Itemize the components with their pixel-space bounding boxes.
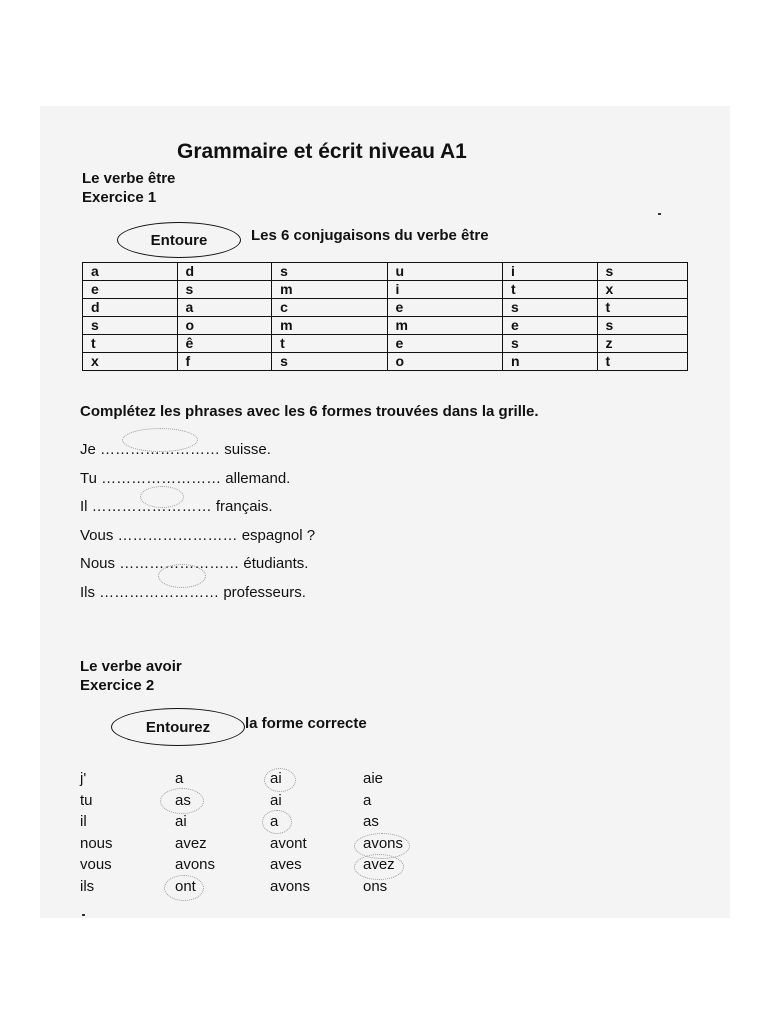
- grid-cell: s: [272, 263, 387, 281]
- grid-cell: s: [597, 317, 687, 335]
- grid-row: [83, 263, 688, 281]
- blank-field[interactable]: ……………………: [101, 470, 222, 487]
- grid-row: [83, 317, 688, 335]
- complete-instruction: Complétez les phrases avec les 6 formes trouvées dans la grille.: [80, 403, 539, 420]
- exercise1-label: Exercice 1: [82, 189, 157, 206]
- exercise2-label: Exercice 2: [80, 677, 155, 694]
- grid-cell: u: [387, 263, 502, 281]
- section2-heading: Le verbe avoir: [80, 658, 182, 675]
- grid-cell: e: [387, 299, 502, 317]
- verb-option[interactable]: avons: [270, 877, 311, 895]
- entoure-label: Entoure: [150, 231, 208, 249]
- verb-option[interactable]: ai: [175, 813, 187, 830]
- grid-cell: x: [83, 353, 178, 371]
- verb-option[interactable]: aie: [363, 770, 384, 787]
- exercise2-instruction: la forme correcte: [245, 715, 367, 732]
- section1-heading: Le verbe être: [82, 170, 176, 187]
- sentence-end: français.: [215, 498, 273, 515]
- pronoun: j': [80, 770, 87, 787]
- grid-cell: t: [503, 281, 598, 299]
- grid-cell: m: [272, 281, 387, 299]
- grid-cell: s: [83, 317, 178, 335]
- grid-cell: d: [83, 299, 178, 317]
- verb-option[interactable]: as: [363, 813, 379, 830]
- verb-option[interactable]: ont: [175, 877, 196, 895]
- grid-row: [83, 281, 688, 299]
- sentence-end: allemand.: [225, 470, 291, 487]
- verb-option[interactable]: avons: [175, 856, 216, 873]
- grid-cell: d: [177, 263, 272, 281]
- grid-cell: x: [597, 281, 687, 299]
- avoir-row: [80, 792, 443, 814]
- sentence-subject: Je: [80, 441, 96, 458]
- grid-row: [83, 299, 688, 317]
- grid-cell: t: [597, 299, 687, 317]
- grid-cell: t: [272, 335, 387, 353]
- grid-cell: f: [177, 353, 272, 371]
- letter-grid: [82, 262, 688, 371]
- grid-cell: s: [503, 335, 598, 353]
- sentence-end: espagnol ?: [241, 527, 316, 544]
- pronoun: il: [80, 813, 87, 830]
- page-title: Grammaire et écrit niveau A1: [177, 140, 467, 163]
- sentence-subject: Ils: [80, 584, 95, 601]
- grid-row: [83, 335, 688, 353]
- grid-cell: e: [503, 317, 598, 335]
- pronoun: tu: [80, 791, 93, 809]
- verb-option[interactable]: avez: [175, 834, 207, 852]
- sentence-subject: Tu: [80, 470, 97, 487]
- verb-option[interactable]: avont: [270, 834, 307, 852]
- grid-cell: s: [503, 299, 598, 317]
- grid-cell: o: [387, 353, 502, 371]
- pronoun: ils: [80, 877, 95, 895]
- grid-cell: o: [177, 317, 272, 335]
- verb-option[interactable]: aves: [270, 856, 302, 873]
- sentence-subject: Il: [80, 498, 88, 515]
- sentence-end: professeurs.: [223, 584, 306, 601]
- sentence-end: étudiants.: [243, 555, 309, 572]
- pencil-mark: [158, 564, 206, 588]
- verb-option[interactable]: avons: [363, 834, 404, 852]
- sentence-end: suisse.: [224, 441, 271, 458]
- grid-cell: t: [597, 353, 687, 371]
- grid-cell: m: [387, 317, 502, 335]
- pencil-mark: [264, 768, 296, 792]
- scan-speck: [82, 914, 85, 916]
- entourez-label: Entourez: [145, 718, 211, 736]
- avoir-row: [80, 770, 443, 792]
- entourez-oval: [111, 708, 245, 746]
- verb-option[interactable]: ai: [270, 770, 282, 787]
- pencil-mark: [122, 428, 198, 452]
- scan-speck: [658, 213, 661, 215]
- pencil-mark: [160, 788, 204, 814]
- verb-option[interactable]: ons: [363, 877, 388, 895]
- sentence-subject: Nous: [80, 555, 116, 572]
- grid-cell: s: [597, 263, 687, 281]
- pencil-mark: [164, 875, 204, 901]
- blank-field[interactable]: ……………………: [99, 584, 220, 601]
- blank-field[interactable]: ……………………: [119, 555, 240, 572]
- grid-cell: t: [83, 335, 178, 353]
- grid-cell: z: [597, 335, 687, 353]
- blank-field[interactable]: ……………………: [91, 498, 212, 515]
- grid-cell: c: [272, 299, 387, 317]
- verb-option[interactable]: ai: [270, 791, 282, 809]
- grid-cell: s: [272, 353, 387, 371]
- pronoun: vous: [80, 856, 112, 873]
- blank-field[interactable]: ……………………: [117, 527, 238, 544]
- grid-cell: s: [177, 281, 272, 299]
- grid-cell: m: [272, 317, 387, 335]
- verb-option[interactable]: a: [175, 770, 184, 787]
- grid-cell: n: [503, 353, 598, 371]
- grid-cell: e: [387, 335, 502, 353]
- verb-option[interactable]: as: [175, 791, 191, 809]
- grid-cell: a: [83, 263, 178, 281]
- sentence-subject: Vous: [80, 527, 114, 544]
- pencil-mark: [354, 854, 404, 880]
- pencil-mark: [262, 810, 292, 834]
- verb-option[interactable]: a: [363, 791, 372, 809]
- grid-cell: ê: [177, 335, 272, 353]
- sentence-line: [80, 527, 315, 544]
- grid-cell: a: [177, 299, 272, 317]
- grid-row: [83, 353, 688, 371]
- pronoun: nous: [80, 834, 113, 852]
- grid-cell: e: [83, 281, 178, 299]
- avoir-row: [80, 878, 443, 900]
- sentence-line: [80, 470, 290, 487]
- exercise1-instruction: Les 6 conjugaisons du verbe être: [251, 227, 489, 244]
- entoure-oval: [117, 222, 241, 258]
- blank-field[interactable]: ……………………: [100, 441, 221, 458]
- grid-cell: i: [503, 263, 598, 281]
- verb-option[interactable]: a: [270, 813, 279, 830]
- grid-cell: i: [387, 281, 502, 299]
- verb-option[interactable]: avez: [363, 856, 395, 873]
- pencil-mark: [140, 486, 184, 508]
